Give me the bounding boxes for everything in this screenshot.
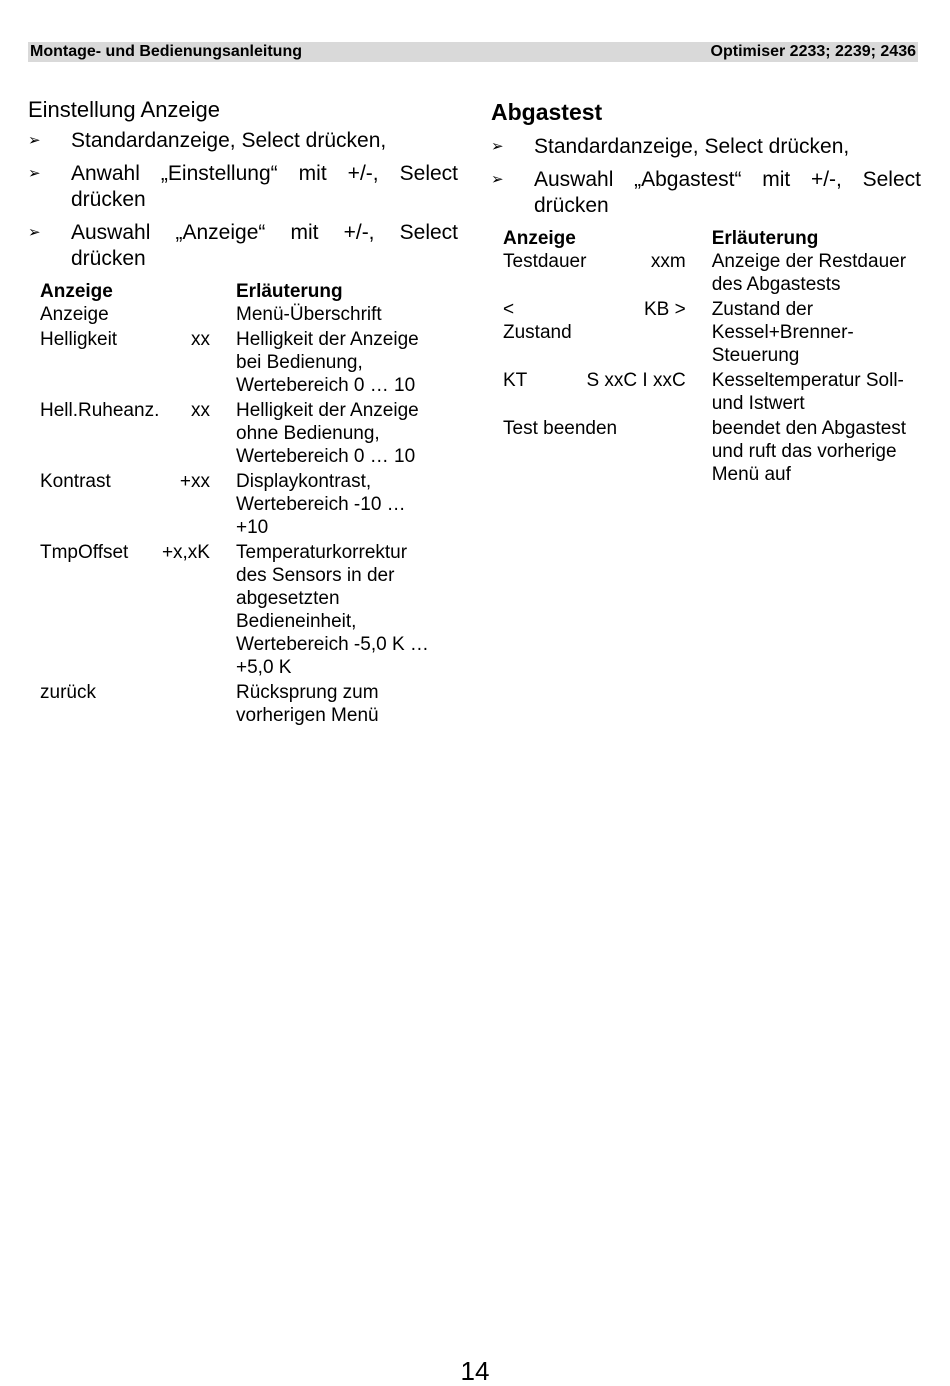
step-list [491, 134, 921, 219]
row-description: beendet den Abgastest und ruft das vorherige Menü auf [711, 418, 907, 485]
row-value: KB > [643, 299, 686, 320]
arrow-bullet-icon: ➢ [28, 165, 41, 182]
row-description: Rücksprung zum vorherigen Menü [236, 682, 379, 726]
column-header-erlaeuterung: Erläuterung [711, 228, 819, 249]
step-text: Anwahl „Einstellung“ mit +/-, Select drücken [71, 162, 458, 211]
row-name: < Zustand [503, 299, 572, 343]
row-value: xxm [650, 251, 686, 272]
row-description: Menü-Überschrift [236, 304, 382, 325]
column-header-erlaeuterung: Erläuterung [236, 281, 343, 302]
step-item [491, 167, 921, 219]
row-value: xx [191, 329, 210, 350]
table-row [40, 303, 436, 328]
table-row [40, 399, 436, 470]
row-value: +xx [179, 471, 210, 492]
table-row [503, 250, 921, 298]
table-row [503, 298, 921, 369]
section-title: Einstellung Anzeige [28, 97, 221, 122]
column-header-anzeige: Anzeige [503, 228, 576, 249]
row-description: Anzeige der Restdauer des Abgastests [711, 251, 907, 295]
row-description: Temperaturkorrektur des Sensors in der abgesetzten Bedieneinheit, Wertebereich -5,0 K … +5,0 K [236, 542, 429, 678]
row-name: Test beenden [503, 418, 618, 439]
row-description: Displaykontrast, Wertebereich -10 … +10 [236, 471, 406, 538]
table-row [40, 681, 436, 729]
step-text: Standardanzeige, Select drücken, [71, 129, 387, 152]
arrow-bullet-icon: ➢ [28, 224, 41, 241]
step-list [28, 128, 458, 272]
row-description: Kesseltemperatur Soll- und Istwert [711, 370, 904, 414]
step-item [28, 161, 458, 213]
header-document-title: Montage- und Bedienungsanleitung [30, 43, 302, 60]
arrow-bullet-icon: ➢ [491, 138, 504, 155]
step-item [28, 128, 458, 154]
row-value [160, 681, 236, 729]
row-name: KT [503, 370, 528, 391]
row-value: S xxC I xxC [586, 370, 686, 391]
row-value: +x,xK [161, 542, 210, 563]
section-einstellung-anzeige [28, 96, 458, 729]
row-name: Anzeige [40, 304, 109, 325]
step-text: Auswahl „Abgastest“ mit +/-, Select drücken [534, 168, 921, 217]
page-header [28, 42, 918, 62]
column-header-anzeige: Anzeige [40, 281, 113, 302]
row-name: Helligkeit [40, 329, 118, 350]
display-settings-table [40, 280, 436, 729]
row-name: Hell.Ruheanz. [40, 400, 160, 421]
row-name: Testdauer [503, 251, 587, 272]
table-row [503, 417, 921, 488]
row-description: Helligkeit der Anzeige ohne Bedienung, Wertebereich 0 … 10 [236, 400, 419, 467]
row-description: Zustand der Kessel+Brenner-Steuerung [711, 299, 854, 366]
table-row [503, 369, 921, 417]
table-header-row [40, 280, 436, 303]
step-text: Auswahl „Anzeige“ mit +/-, Select drücken [71, 221, 458, 270]
flue-gas-test-table [503, 227, 921, 488]
table-header-row [503, 227, 921, 250]
page-number: 14 [460, 1356, 490, 1386]
step-item [491, 134, 921, 160]
step-item [28, 220, 458, 272]
table-row [40, 470, 436, 541]
row-name: zurück [40, 682, 96, 703]
header-product-name: Optimiser 2233; 2239; 2436 [710, 43, 916, 60]
step-text: Standardanzeige, Select drücken, [534, 135, 850, 158]
row-value [160, 303, 236, 328]
table-row [40, 541, 436, 681]
arrow-bullet-icon: ➢ [28, 132, 41, 149]
row-name: Kontrast [40, 471, 111, 492]
row-description: Helligkeit der Anzeige bei Bedienung, Wertebereich 0 … 10 [236, 329, 419, 396]
section-title: Abgastest [491, 99, 603, 125]
arrow-bullet-icon: ➢ [491, 171, 504, 188]
row-name: TmpOffset [40, 542, 129, 563]
row-value: xx [191, 400, 210, 421]
table-row [40, 328, 436, 399]
section-abgastest [491, 96, 921, 488]
